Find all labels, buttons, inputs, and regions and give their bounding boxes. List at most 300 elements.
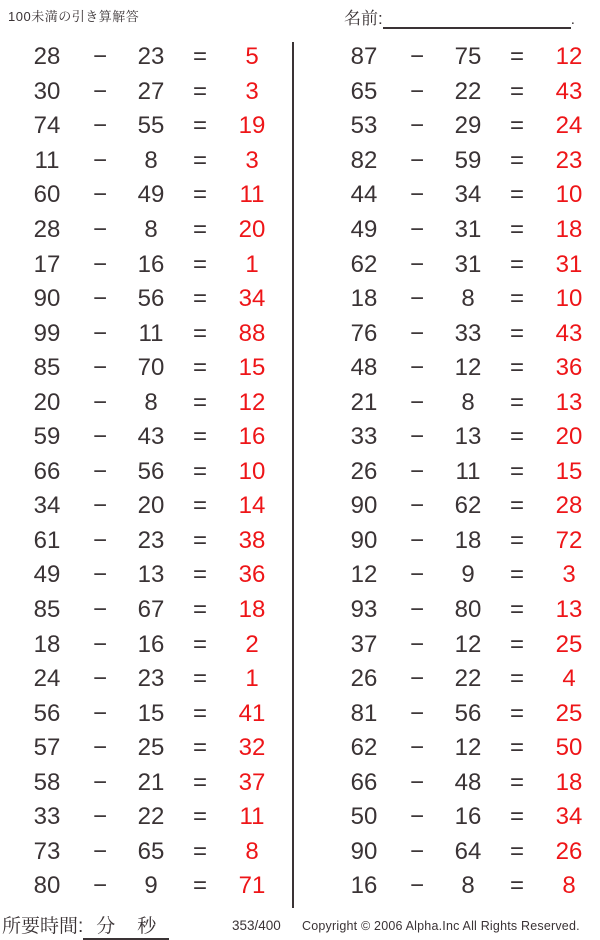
minus-sign: − xyxy=(92,216,107,243)
minus-sign: − xyxy=(92,596,107,624)
minuend-number: 37 xyxy=(350,630,378,658)
problems-column-left xyxy=(19,40,281,904)
minuend-number: 48 xyxy=(350,354,378,382)
equals-sign: = xyxy=(509,734,524,762)
equals-sign: = xyxy=(509,665,524,693)
problem-row xyxy=(19,662,281,697)
minuend-number: 49 xyxy=(350,216,378,243)
minus-sign: − xyxy=(92,803,107,831)
equals-sign: = xyxy=(509,77,524,105)
equals-sign: = xyxy=(509,146,524,174)
answer-number: 88 xyxy=(238,319,266,347)
subtrahend-number: 23 xyxy=(137,43,165,71)
subtrahend-number: 25 xyxy=(137,734,165,762)
minuend-number: 76 xyxy=(350,319,378,347)
problem-row xyxy=(19,316,281,351)
minuend-number: 62 xyxy=(350,734,378,762)
minus-sign: − xyxy=(92,734,107,762)
answer-number: 50 xyxy=(555,734,583,762)
equals-sign: = xyxy=(509,423,524,451)
subtrahend-number: 67 xyxy=(137,596,165,624)
equals-sign: = xyxy=(509,43,524,71)
subtrahend-number: 33 xyxy=(454,319,482,347)
minus-sign: − xyxy=(92,699,107,727)
problem-row xyxy=(336,765,598,800)
minus-sign: − xyxy=(409,250,424,278)
minus-sign: − xyxy=(409,181,424,209)
minus-sign: − xyxy=(92,250,107,278)
minuend-number: 12 xyxy=(350,561,378,589)
minuend-number: 20 xyxy=(33,388,61,416)
equals-sign: = xyxy=(192,285,207,313)
equals-sign: = xyxy=(509,457,524,485)
answer-number: 34 xyxy=(555,803,583,831)
problem-row xyxy=(336,144,598,179)
answer-number: 36 xyxy=(238,561,266,589)
subtrahend-number: 8 xyxy=(144,388,158,416)
minuend-number: 33 xyxy=(33,803,61,831)
minuend-number: 26 xyxy=(350,457,378,485)
minus-sign: − xyxy=(409,319,424,347)
minuend-number: 93 xyxy=(350,596,378,624)
subtrahend-number: 20 xyxy=(137,492,165,520)
problem-row xyxy=(19,75,281,110)
minus-sign: − xyxy=(92,319,107,347)
subtrahend-number: 12 xyxy=(454,630,482,658)
minuend-number: 56 xyxy=(33,699,61,727)
answer-number: 23 xyxy=(555,146,583,174)
minus-sign: − xyxy=(409,699,424,727)
minuend-number: 18 xyxy=(350,285,378,313)
minuend-number: 61 xyxy=(33,526,61,554)
subtrahend-number: 13 xyxy=(137,561,165,589)
equals-sign: = xyxy=(192,146,207,174)
equals-sign: = xyxy=(509,872,524,900)
problem-row xyxy=(336,420,598,455)
problem-row xyxy=(336,627,598,662)
answer-number: 37 xyxy=(238,768,266,796)
problem-row xyxy=(336,455,598,490)
equals-sign: = xyxy=(509,388,524,416)
minuend-number: 85 xyxy=(33,354,61,382)
minuend-number: 21 xyxy=(350,388,378,416)
equals-sign: = xyxy=(192,388,207,416)
answer-number: 31 xyxy=(555,250,583,278)
subtrahend-number: 22 xyxy=(137,803,165,831)
subtrahend-number: 8 xyxy=(461,388,475,416)
problem-row xyxy=(336,40,598,75)
minus-sign: − xyxy=(409,457,424,485)
minuend-number: 74 xyxy=(33,112,61,140)
subtrahend-number: 59 xyxy=(454,146,482,174)
minuend-number: 58 xyxy=(33,768,61,796)
subtrahend-number: 8 xyxy=(461,285,475,313)
problem-row xyxy=(19,420,281,455)
answer-number: 25 xyxy=(555,699,583,727)
subtrahend-number: 56 xyxy=(454,699,482,727)
equals-sign: = xyxy=(192,630,207,658)
time-taken-label: 所要時間: xyxy=(2,916,84,937)
minus-sign: − xyxy=(92,112,107,140)
subtrahend-number: 16 xyxy=(137,630,165,658)
subtrahend-number: 9 xyxy=(144,872,158,900)
answer-number: 19 xyxy=(238,112,266,140)
problem-row xyxy=(336,351,598,386)
minus-sign: − xyxy=(92,423,107,451)
answer-number: 12 xyxy=(238,388,266,416)
equals-sign: = xyxy=(509,354,524,382)
subtrahend-number: 23 xyxy=(137,665,165,693)
equals-sign: = xyxy=(192,43,207,71)
subtrahend-number: 12 xyxy=(454,354,482,382)
answer-number: 18 xyxy=(555,768,583,796)
minuend-number: 18 xyxy=(33,630,61,658)
answer-number: 26 xyxy=(555,837,583,865)
equals-sign: = xyxy=(509,561,524,589)
minuend-number: 90 xyxy=(350,492,378,520)
answer-number: 18 xyxy=(555,216,583,243)
answer-number: 15 xyxy=(238,354,266,382)
minus-sign: − xyxy=(409,146,424,174)
answer-number: 43 xyxy=(555,319,583,347)
subtrahend-number: 31 xyxy=(454,216,482,243)
problem-row xyxy=(336,800,598,835)
equals-sign: = xyxy=(509,803,524,831)
subtrahend-number: 11 xyxy=(138,319,164,347)
subtrahend-number: 23 xyxy=(137,526,165,554)
minutes-label: 分 xyxy=(96,916,116,937)
minuend-number: 33 xyxy=(350,423,378,451)
minuend-number: 99 xyxy=(33,319,61,347)
copyright-notice: Copyright © 2006 Alpha.Inc All Rights Reserved. xyxy=(302,919,580,933)
equals-sign: = xyxy=(192,216,207,243)
minus-sign: − xyxy=(409,423,424,451)
equals-sign: = xyxy=(509,492,524,520)
answer-number: 8 xyxy=(562,872,576,900)
problem-row xyxy=(336,282,598,317)
answer-number: 10 xyxy=(238,457,266,485)
answer-number: 43 xyxy=(555,77,583,105)
minus-sign: − xyxy=(92,77,107,105)
minus-sign: − xyxy=(92,665,107,693)
equals-sign: = xyxy=(509,285,524,313)
equals-sign: = xyxy=(192,423,207,451)
name-input-line[interactable] xyxy=(383,8,571,29)
answer-number: 28 xyxy=(555,492,583,520)
page-number: 353/400 xyxy=(232,918,281,933)
equals-sign: = xyxy=(192,803,207,831)
subtrahend-number: 62 xyxy=(454,492,482,520)
answer-number: 20 xyxy=(238,216,266,243)
equals-sign: = xyxy=(192,250,207,278)
equals-sign: = xyxy=(192,699,207,727)
minus-sign: − xyxy=(409,803,424,831)
minuend-number: 66 xyxy=(350,768,378,796)
problem-row xyxy=(19,455,281,490)
answer-number: 72 xyxy=(555,526,583,554)
minuend-number: 30 xyxy=(33,77,61,105)
minuend-number: 66 xyxy=(33,457,61,485)
answer-number: 24 xyxy=(555,112,583,140)
subtrahend-number: 13 xyxy=(454,423,482,451)
subtrahend-number: 70 xyxy=(137,354,165,382)
minus-sign: − xyxy=(409,561,424,589)
problem-row xyxy=(19,282,281,317)
problem-row xyxy=(336,662,598,697)
minuend-number: 90 xyxy=(33,285,61,313)
subtrahend-number: 31 xyxy=(454,250,482,278)
equals-sign: = xyxy=(192,665,207,693)
minuend-number: 62 xyxy=(350,250,378,278)
subtrahend-number: 43 xyxy=(137,423,165,451)
minuend-number: 17 xyxy=(33,250,61,278)
problem-row xyxy=(336,316,598,351)
answer-number: 15 xyxy=(555,457,583,485)
minuend-number: 50 xyxy=(350,803,378,831)
minuend-number: 90 xyxy=(350,837,378,865)
subtrahend-number: 21 xyxy=(137,768,165,796)
answer-number: 14 xyxy=(238,492,266,520)
minuend-number: 53 xyxy=(350,112,378,140)
subtrahend-number: 49 xyxy=(137,181,165,209)
answer-number: 11 xyxy=(239,803,265,831)
minuend-number: 44 xyxy=(350,181,378,209)
seconds-label: 秒 xyxy=(137,916,157,937)
equals-sign: = xyxy=(192,561,207,589)
problem-row xyxy=(336,524,598,559)
problem-row xyxy=(336,869,598,904)
equals-sign: = xyxy=(192,319,207,347)
problem-row xyxy=(336,178,598,213)
problem-row xyxy=(336,731,598,766)
answer-number: 13 xyxy=(555,388,583,416)
subtrahend-number: 64 xyxy=(454,837,482,865)
minuend-number: 26 xyxy=(350,665,378,693)
minuend-number: 59 xyxy=(33,423,61,451)
answer-number: 3 xyxy=(245,146,259,174)
subtrahend-number: 55 xyxy=(137,112,165,140)
minuend-number: 49 xyxy=(33,561,61,589)
minus-sign: − xyxy=(92,630,107,658)
equals-sign: = xyxy=(192,837,207,865)
answer-number: 1 xyxy=(245,250,259,278)
minuend-number: 90 xyxy=(350,526,378,554)
subtrahend-number: 22 xyxy=(454,665,482,693)
subtrahend-number: 18 xyxy=(454,526,482,554)
minus-sign: − xyxy=(409,112,424,140)
minuend-number: 16 xyxy=(350,872,378,900)
problem-row xyxy=(336,696,598,731)
equals-sign: = xyxy=(509,768,524,796)
answer-number: 32 xyxy=(238,734,266,762)
minuend-number: 85 xyxy=(33,596,61,624)
answer-number: 38 xyxy=(238,526,266,554)
subtrahend-number: 8 xyxy=(461,872,475,900)
problem-row xyxy=(19,835,281,870)
equals-sign: = xyxy=(192,112,207,140)
problem-row xyxy=(19,351,281,386)
equals-sign: = xyxy=(509,181,524,209)
name-line-period: . xyxy=(570,11,575,28)
problem-row xyxy=(19,247,281,282)
subtrahend-number: 65 xyxy=(137,837,165,865)
problem-row xyxy=(19,385,281,420)
answer-number: 13 xyxy=(555,596,583,624)
problem-row xyxy=(19,593,281,628)
equals-sign: = xyxy=(509,596,524,624)
answer-number: 36 xyxy=(555,354,583,382)
answer-number: 3 xyxy=(245,77,259,105)
problem-row xyxy=(19,524,281,559)
answer-number: 10 xyxy=(555,181,583,209)
minus-sign: − xyxy=(92,285,107,313)
answer-number: 16 xyxy=(238,423,266,451)
answer-number: 3 xyxy=(562,561,576,589)
minus-sign: − xyxy=(92,43,107,71)
equals-sign: = xyxy=(192,526,207,554)
subtrahend-number: 15 xyxy=(137,699,165,727)
problem-row xyxy=(336,75,598,110)
subtrahend-number: 8 xyxy=(144,216,158,243)
answer-number: 4 xyxy=(562,665,576,693)
problem-row xyxy=(336,558,598,593)
answer-number: 8 xyxy=(245,837,259,865)
subtrahend-number: 8 xyxy=(144,146,158,174)
equals-sign: = xyxy=(192,354,207,382)
minuend-number: 81 xyxy=(350,699,378,727)
minuend-number: 87 xyxy=(350,43,378,71)
time-taken-group xyxy=(2,911,169,940)
minus-sign: − xyxy=(409,216,424,243)
answer-number: 12 xyxy=(555,43,583,71)
problem-row xyxy=(336,213,598,248)
equals-sign: = xyxy=(192,77,207,105)
problem-row xyxy=(19,40,281,75)
minuend-number: 80 xyxy=(33,872,61,900)
minus-sign: − xyxy=(409,630,424,658)
problem-row xyxy=(336,247,598,282)
problem-row xyxy=(19,178,281,213)
subtrahend-number: 12 xyxy=(454,734,482,762)
minuend-number: 57 xyxy=(33,734,61,762)
answer-number: 10 xyxy=(555,285,583,313)
equals-sign: = xyxy=(192,181,207,209)
answer-number: 34 xyxy=(238,285,266,313)
subtrahend-number: 16 xyxy=(137,250,165,278)
subtrahend-number: 27 xyxy=(137,77,165,105)
answer-number: 71 xyxy=(238,872,266,900)
minus-sign: − xyxy=(409,354,424,382)
minus-sign: − xyxy=(92,146,107,174)
problem-row xyxy=(336,385,598,420)
name-field-group xyxy=(344,4,575,29)
page-title: 100未満の引き算解答 xyxy=(8,9,140,24)
answer-number: 25 xyxy=(555,630,583,658)
minus-sign: − xyxy=(409,285,424,313)
problem-row xyxy=(336,109,598,144)
answer-number: 2 xyxy=(245,630,259,658)
problem-row xyxy=(19,696,281,731)
subtrahend-number: 29 xyxy=(454,112,482,140)
minus-sign: − xyxy=(409,734,424,762)
equals-sign: = xyxy=(509,837,524,865)
minuend-number: 34 xyxy=(33,492,61,520)
time-input-line[interactable] xyxy=(83,911,169,940)
minus-sign: − xyxy=(409,388,424,416)
minuend-number: 24 xyxy=(33,665,61,693)
problem-row xyxy=(19,213,281,248)
answer-number: 1 xyxy=(245,665,259,693)
minus-sign: − xyxy=(409,492,424,520)
problem-row xyxy=(336,593,598,628)
minus-sign: − xyxy=(409,837,424,865)
equals-sign: = xyxy=(192,768,207,796)
answer-number: 18 xyxy=(238,596,266,624)
minus-sign: − xyxy=(409,43,424,71)
minus-sign: − xyxy=(92,561,107,589)
equals-sign: = xyxy=(192,596,207,624)
minus-sign: − xyxy=(92,837,107,865)
equals-sign: = xyxy=(192,492,207,520)
problem-row xyxy=(19,489,281,524)
minus-sign: − xyxy=(92,181,107,209)
equals-sign: = xyxy=(509,216,524,243)
answer-number: 41 xyxy=(238,699,266,727)
problem-row xyxy=(19,627,281,662)
minuend-number: 65 xyxy=(350,77,378,105)
minus-sign: − xyxy=(92,457,107,485)
minus-sign: − xyxy=(409,526,424,554)
subtrahend-number: 22 xyxy=(454,77,482,105)
equals-sign: = xyxy=(192,457,207,485)
minus-sign: − xyxy=(409,768,424,796)
subtrahend-number: 56 xyxy=(137,285,165,313)
problem-row xyxy=(19,765,281,800)
minuend-number: 11 xyxy=(34,146,60,174)
equals-sign: = xyxy=(192,872,207,900)
problem-row xyxy=(19,800,281,835)
problem-row xyxy=(19,144,281,179)
problem-row xyxy=(336,489,598,524)
minus-sign: − xyxy=(409,596,424,624)
problems-column-right xyxy=(336,40,598,904)
minuend-number: 28 xyxy=(33,216,61,243)
equals-sign: = xyxy=(192,734,207,762)
minuend-number: 28 xyxy=(33,43,61,71)
problem-row xyxy=(19,731,281,766)
minus-sign: − xyxy=(92,872,107,900)
equals-sign: = xyxy=(509,630,524,658)
subtrahend-number: 75 xyxy=(454,43,482,71)
subtrahend-number: 9 xyxy=(461,561,475,589)
subtrahend-number: 34 xyxy=(454,181,482,209)
equals-sign: = xyxy=(509,699,524,727)
minuend-number: 82 xyxy=(350,146,378,174)
minus-sign: − xyxy=(409,665,424,693)
answer-number: 5 xyxy=(245,43,259,71)
answer-number: 20 xyxy=(555,423,583,451)
equals-sign: = xyxy=(509,250,524,278)
equals-sign: = xyxy=(509,112,524,140)
answer-number: 11 xyxy=(239,181,265,209)
problem-row xyxy=(19,869,281,904)
name-label: 名前: xyxy=(344,9,383,28)
minus-sign: − xyxy=(92,526,107,554)
minus-sign: − xyxy=(92,768,107,796)
problem-row xyxy=(336,835,598,870)
subtrahend-number: 11 xyxy=(455,457,481,485)
subtrahend-number: 48 xyxy=(454,768,482,796)
